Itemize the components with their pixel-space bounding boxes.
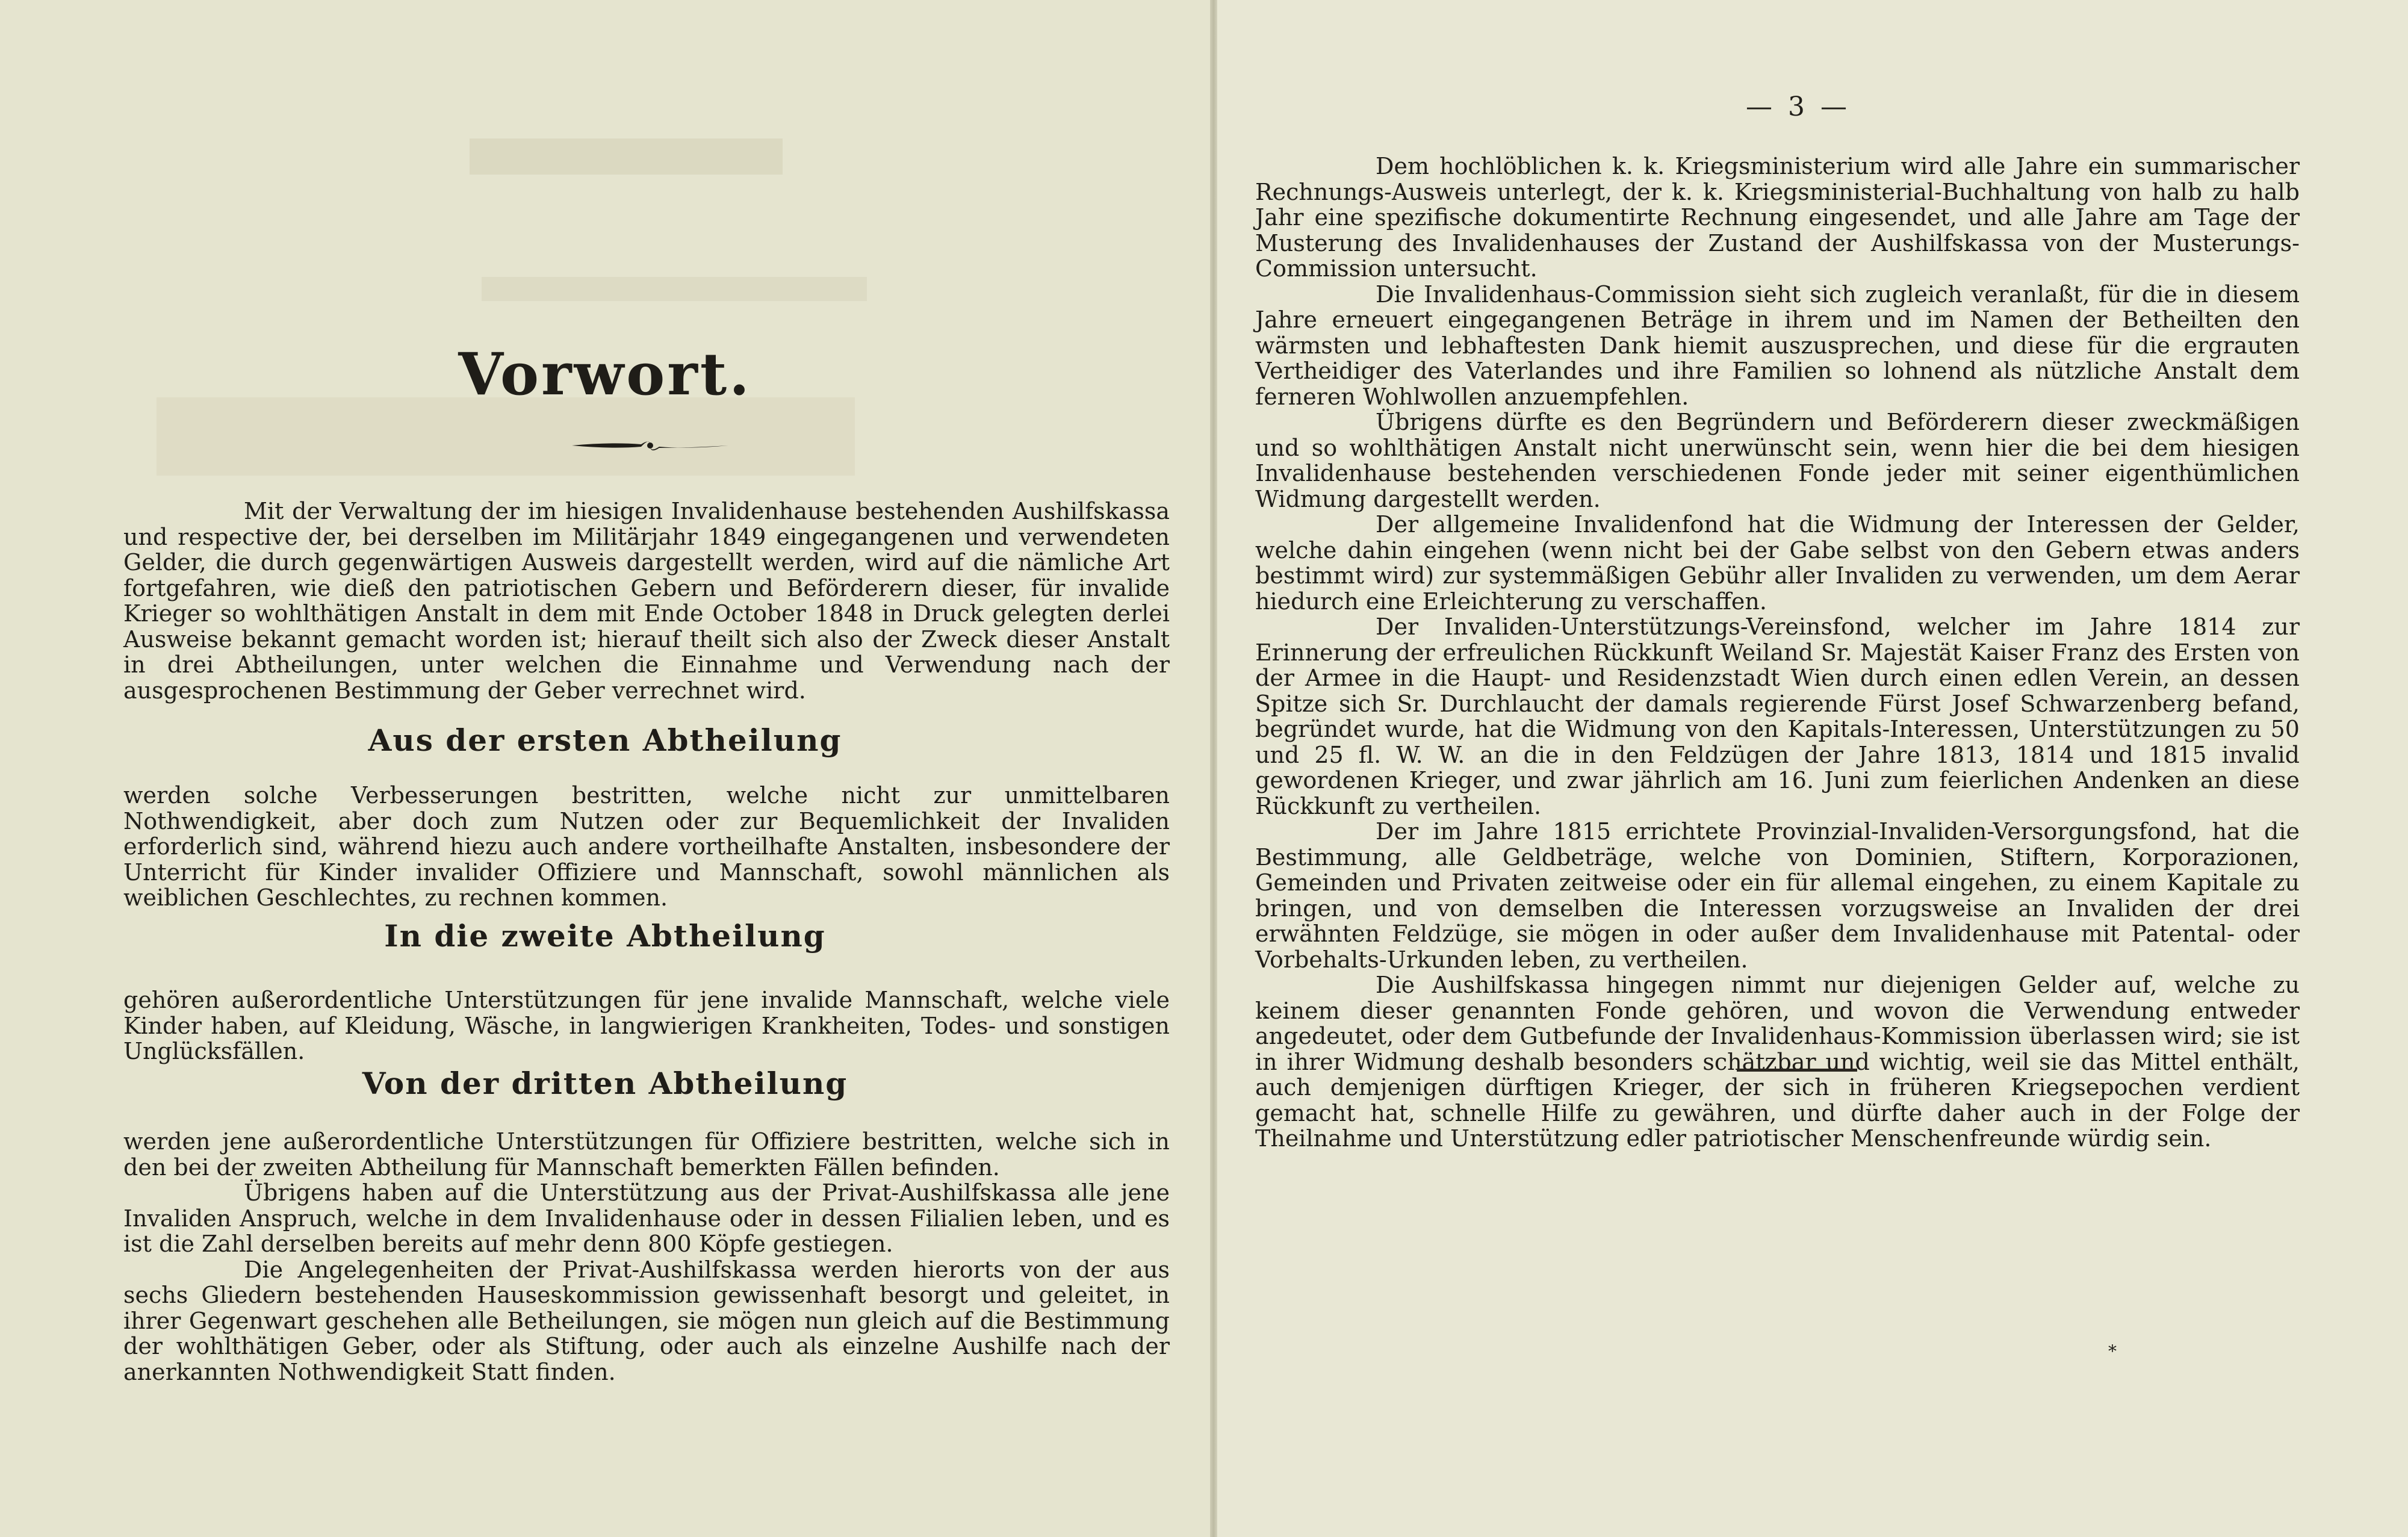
commission-text: Die Angelegenheiten der Privat-Aushilfskassa werden hierorts von der aus sechs Gliedern bestehenden Hauseskommission gewissenhaft besorgt und geleitet, in ihrer Gegenwart geschehen alle Betheilungen, sie mögen nun gleich auf die Bestimmung der wohlthätigen Geber, oder als Stiftung, oder auch als einzelne Aushilfe nach der anerkannten Nothwendigkeit Statt finden.: [123, 1256, 1170, 1385]
right-page-body: [1255, 154, 2300, 1152]
section-second-body: [123, 987, 1170, 1064]
section-heading-third: Von der dritten Abtheilung: [362, 1066, 848, 1101]
section-heading-first: Aus der ersten Abtheilung: [368, 722, 842, 758]
section-first-body: [123, 783, 1170, 911]
page-title: Vorwort.: [458, 340, 752, 408]
end-rule-divider: [1737, 1069, 1857, 1072]
paragraph: Der im Jahre 1815 errichtete Provinzial-Invaliden-Versorgungsfond, hat die Bestimmung, alle Geldbeträge, welche von Dominien, Stiftern, Korporazionen, Gemeinden und Privaten zeitweise oder ein für allemal eingehen, zu einem Kapitale zu bringen, und von demselben die Interessen vorzugsweise an Invaliden der drei erwähnten Feldzüge, sie mögen in oder außer dem Invalidenhause mit Patental- oder Vorbehalts-Urkunden leben, zu vertheilen.: [1255, 818, 2300, 973]
intro-text: Mit der Verwaltung der im hiesigen Invalidenhause bestehenden Aushilfskassa und respective der, bei derselben im Militärjahr 1849 eingegangenen und verwendeten Gelder, die durch gegenwärtigen Ausweis dargestellt werden, wird auf die nämliche Art fortgefahren, wie dieß den patriotischen Gebern und Beförderern dieser, für invalide Krieger so wohlthätigen Anstalt in dem mit Ende October 1848 in Druck gelegten derlei Ausweise bekannt gemacht worden ist; hierauf theilt sich also der Zweck dieser Anstalt in drei Abtheilungen, unter welchen die Einnahme und Verwendung nach der ausgesprochenen Bestimmung der Geber verrechnet wird.: [123, 498, 1170, 704]
section-heading-second: In die zweite Abtheilung: [384, 918, 826, 954]
paragraph: Die Invalidenhaus-Commission sieht sich zugleich veranlaßt, für die in diesem Jahre erneuert eingegangenen Beträge in ihrem und im Namen der Betheilten den wärmsten und lebhaftesten Dank hiemit auszusprechen, und diese für die ergrauten Vertheidiger des Vaterlandes und ihre Familien so lohnend als nützliche Anstalt dem ferneren Wohlwollen anzuempfehlen.: [1255, 281, 2300, 410]
paragraph: Die Aushilfskassa hingegen nimmt nur diejenigen Gelder auf, welche zu keinem dieser genannten Fonde gehören, und wovon die Verwendung entweder angedeutet, oder dem Gutbefunde der Invalidenhaus-Kommission überlassen wird; sie ist in ihrer Widmung deshalb besonders schätzbar und wichtig, weil sie das Mittel enthält, auch demjenigen dürftigen Krieger, der sich in früheren Kriegsepochen verdient gemacht hat, schnelle Hilfe zu gewähren, und dürfte daher auch in der Folge der Theilnahme und Unterstützung edler patriotischer Menschenfreunde würdig sein.: [1255, 972, 2300, 1152]
paragraph: Dem hochlöblichen k. k. Kriegsministerium wird alle Jahre ein summarischer Rechnungs-Ausweis unterlegt, der k. k. Kriegsministerial-Buchhaltung von halb zu halb Jahr eine spezifische dokumentirte Rechnung eingesendet, und alle Jahre am Tage der Musterung des Invalidenhauses der Zustand der Aushilfskassa von der Musterungs-Commission untersucht.: [1255, 153, 2300, 282]
paragraph: Der Invaliden-Unterstützungs-Vereinsfond, welcher im Jahre 1814 zur Erinnerung der erfreulichen Rückkunft Weiland Sr. Majestät Kaiser Franz des Ersten von der Armee in die Haupt- und Residenzstadt Wien durch einen edlen Verein, an dessen Spitze sich Sr. Durchlaucht der damals regierende Fürst Josef Schwarzenberg befand, begründet wurde, hat die Widmung von den Kapitals-Interessen, Unterstützungen zu 50 und 25 fl. W. W. an die in den Feldzügen der Jahre 1813, 1814 und 1815 invalid gewordenen Krieger, und zwar jährlich am 16. Juni zum feierlichen Andenken an diese Rückkunft zu vertheilen.: [1255, 613, 2300, 819]
support-eligibility-text: Übrigens haben auf die Unterstützung aus der Privat-Aushilfskassa alle jene Invaliden Anspruch, welche in dem Invalidenhause oder in dessen Filialien leben, und es ist die Zahl derselben bereits auf mehr denn 800 Köpfe gestiegen.: [123, 1179, 1170, 1257]
section-second-text: gehören außerordentliche Unterstützungen für jene invalide Mannschaft, welche viele Kinder haben, auf Kleidung, Wäsche, in langwierigen Krankheiten, Todes- und sonstigen Unglücksfällen.: [123, 987, 1170, 1064]
page-number: — 3 —: [1746, 92, 1851, 122]
asterisk-mark: *: [2108, 1341, 2117, 1361]
section-third-body: [123, 1129, 1170, 1385]
page-fold: [1210, 0, 1217, 1537]
show-through-marks: [144, 132, 867, 494]
section-first-text: werden solche Verbesserungen bestritten, welche nicht zur unmittelbaren Nothwendigkeit, aber doch zum Nutzen oder zur Bequemlichkeit der Invaliden erforderlich sind, während hiezu auch andere vortheilhafte Anstalten, insbesondere der Unterricht für Kinder invalider Offiziere und Mannschaft, sowohl männlichen als weiblichen Geschlechtes, zu rechnen kommen.: [123, 782, 1170, 911]
section-third-text: werden jene außerordentliche Unterstützungen für Offiziere bestritten, welche sich in den bei der zweiten Abtheilung für Mannschaft bemerkten Fällen befinden.: [123, 1128, 1170, 1181]
scroll-flourish-icon: [569, 433, 731, 458]
paragraph: Der allgemeine Invalidenfond hat die Widmung der Interessen der Gelder, welche dahin eingehen (wenn nicht bei der Gabe selbst von den Gebern etwas anders bestimmt wird) zur systemmäßigen Gebühr aller Invaliden zu verwenden, um dem Aerar hiedurch eine Erleichterung zu verschaffen.: [1255, 511, 2300, 615]
paragraph: Übrigens dürfte es den Begründern und Beförderern dieser zweckmäßigen und so wohlthätigen Anstalt nicht unerwünscht sein, wenn hier die bei dem hiesigen Invalidenhause bestehenden verschiedenen Fonde jeder mit seiner eigenthümlichen Widmung dargestellt werden.: [1255, 409, 2300, 512]
intro-paragraph: [123, 498, 1170, 703]
